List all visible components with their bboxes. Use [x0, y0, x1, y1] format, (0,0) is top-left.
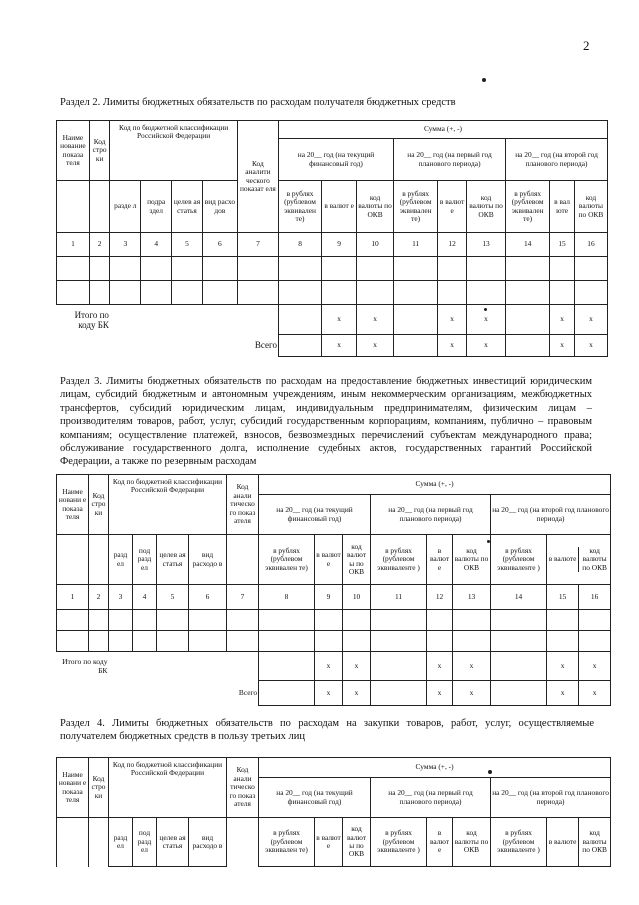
okv2-header: код валюты по ОКВ — [453, 818, 491, 867]
x-mark: x — [343, 652, 371, 681]
col-num: 13 — [467, 233, 506, 257]
col-num: 4 — [141, 233, 172, 257]
vr-header: вид расходо в — [189, 535, 227, 585]
val2-header: в валют е — [427, 535, 453, 585]
vr-header: вид расходо в — [189, 818, 227, 867]
x-mark: x — [592, 660, 597, 670]
col-code-header: Код стро ки — [89, 121, 110, 181]
col-name-header: Наиме новани е показа теля — [57, 758, 89, 818]
col-num: 15 — [550, 233, 575, 257]
csr-header: целев ая статья — [172, 181, 203, 233]
col-num: 14 — [491, 585, 547, 610]
okv1-header: код валют ы по ОКВ — [343, 818, 371, 867]
col-num: 3 — [109, 585, 133, 610]
csr-header: целев ая статья — [157, 535, 189, 585]
col-num: 13 — [453, 585, 491, 610]
itogo-label: Итого по коду БК — [62, 657, 108, 676]
itogo-row — [57, 652, 611, 681]
vr-header: вид расхо дов — [202, 181, 237, 233]
x-mark: x — [343, 681, 371, 706]
podrazdel-header: подра здел — [141, 181, 172, 233]
x-mark: x — [427, 652, 453, 681]
x-mark: x — [550, 305, 575, 335]
razdel-header: разд ел — [109, 535, 133, 585]
x-mark: x — [453, 681, 491, 706]
col-num: 5 — [172, 233, 203, 257]
col-num: 12 — [438, 233, 467, 257]
val1-header: в валют е — [315, 818, 343, 867]
col-num: 10 — [343, 585, 371, 610]
page-number: 2 — [583, 38, 590, 53]
rub1-header: в рублях (рублевом эквивален те) — [278, 181, 321, 233]
podrazdel-header: под разд ел — [133, 535, 157, 585]
col-num: 7 — [237, 233, 278, 257]
val1-header: в валют е — [322, 181, 357, 233]
val3-header: в валюте — [547, 818, 579, 866]
col-num: 7 — [227, 585, 259, 610]
x-mark: x — [438, 305, 467, 335]
rub3-header: в рублях (рублевом эквивален те) — [506, 181, 550, 233]
col-num-pair — [547, 585, 611, 610]
section-3-heading: Раздел 3. Лимиты бюджетных обязательств по расходам на предоставление бюджетных инвестиций юридическим лицам, субсидий бюджетным и автономным учреждениям, иным некоммерческим организациям, межбюджетных трансфертов, субсидий юридическим лицам, индивидуальным предпринимателям, физическим лицам – производителям товаров, работ, услуг, субсидий государственным корпорациям, компаниям, публично – правовым компаниям; осуществление платежей, взносов, безвозмездных перечислений субъектам международного права; обслуживание государственного долга, исполнение судебных актов, государственных гарантий Российской Федерации, а также по резервным расходам — [60, 376, 592, 468]
razdel-header: разде л — [110, 181, 141, 233]
okv3-header: код валюты по ОКВ — [574, 181, 607, 233]
okv3-header: код валюты по ОКВ — [582, 828, 607, 855]
val2-header: в валют е — [427, 818, 453, 867]
x-mark: x — [547, 681, 579, 705]
x-mark: x — [592, 687, 597, 697]
col-num: 16 — [590, 592, 599, 601]
column-number-row — [57, 233, 608, 257]
rub3-header: в рублях (рублевом эквиваленте ) — [491, 818, 547, 867]
table-row — [57, 257, 608, 281]
itogo-row — [57, 305, 608, 335]
val3-header: в валюте — [547, 547, 579, 572]
razdel-header: разд ел — [109, 818, 133, 867]
okv3-header: код валюты по ОКВ — [582, 545, 607, 572]
val3-okv3-header — [547, 818, 611, 867]
col-num: 8 — [278, 233, 321, 257]
year2-header: на 20__ год (на первый год планового периода) — [371, 778, 491, 818]
rub2-header: в рублях (рублевом эквиваленте ) — [371, 535, 427, 585]
col-num: 4 — [133, 585, 157, 610]
csr-header: целев ая статья — [157, 818, 189, 867]
col-num: 6 — [202, 233, 237, 257]
col-code-header: Код стро ки — [89, 475, 109, 535]
val2-header: в валют е — [438, 181, 467, 233]
col-analytic-header: Код анали тическо го показ ателя — [227, 758, 259, 818]
val1-header: в валют е — [315, 535, 343, 585]
col-num: 6 — [189, 585, 227, 610]
col-num: 9 — [322, 233, 357, 257]
x-mark: x — [453, 652, 491, 681]
col-num: 11 — [371, 585, 427, 610]
year2-header: на 20__ год (на первый год планового периода) — [371, 495, 491, 535]
col-num: 1 — [57, 585, 89, 610]
col-sum-header: Сумма (+, -) — [259, 758, 611, 778]
col-num: 9 — [315, 585, 343, 610]
year1-header: на 20__ год (на текущий финансовый год) — [259, 495, 371, 535]
vsego-label: Всего — [237, 335, 278, 357]
col-num: 8 — [259, 585, 315, 610]
col-num: 11 — [394, 233, 438, 257]
col-analytic-header: Код аналити ческого показат еля — [237, 121, 278, 233]
x-mark: x — [357, 305, 394, 335]
x-mark: x — [574, 305, 607, 335]
rub2-header: в рублях (рублевом эквивален те) — [394, 181, 438, 233]
year3-header: на 20__ год (на второй год планового периода) — [506, 139, 608, 181]
section-3-table — [56, 474, 611, 706]
section-4-heading: Раздел 4. Лимиты бюджетных обязательств по расходам на закупки товаров, работ, услуг, осуществляемые получателем бюджетных средств в пользу третьих лиц — [60, 718, 594, 743]
table-row — [57, 610, 611, 631]
col-num: 1 — [57, 233, 90, 257]
okv2-header: код валюты по ОКВ — [453, 535, 491, 585]
rub1-header: в рублях (рублевом эквивален те) — [259, 818, 315, 867]
col-num: 14 — [506, 233, 550, 257]
year1-header: на 20__ год (на текущий финансовый год) — [259, 778, 371, 818]
table-row — [57, 281, 608, 305]
speck-mark — [488, 770, 492, 774]
vsego-label: Всего — [227, 681, 259, 706]
section-2-table — [56, 120, 608, 357]
col-num: 2 — [89, 233, 110, 257]
col-num: 5 — [157, 585, 189, 610]
okv1-header: код валют ы по ОКВ — [343, 535, 371, 585]
x-mark: x — [467, 305, 506, 335]
col-name-header: Наиме нование показа теля — [57, 121, 90, 181]
podrazdel-header: под разд ел — [133, 818, 157, 867]
vsego-row — [57, 681, 611, 706]
x-mark: x — [574, 335, 607, 357]
x-mark: x — [357, 335, 394, 357]
rub1-header: в рублях (рублевом эквивален те) — [259, 535, 315, 585]
col-name-header: Наиме новани е показа теля — [57, 475, 89, 535]
col-bk-header: Код по бюджетной классификации Российской Федерации — [109, 475, 227, 535]
col-code-header: Код стро ки — [89, 758, 109, 818]
speck-mark — [482, 78, 486, 82]
x-mark: x — [427, 681, 453, 706]
rub3-header: в рублях (рублевом эквиваленте ) — [491, 535, 547, 585]
x-mark: x — [322, 305, 357, 335]
x-mark: x — [315, 681, 343, 706]
speck-mark — [484, 308, 487, 311]
okv2-header: код валюты по ОКВ — [467, 181, 506, 233]
year1-header: на 20__ год (на текущий финансовый год) — [278, 139, 393, 181]
col-sum-header: Сумма (+, -) — [278, 121, 607, 139]
x-mark: x — [550, 335, 575, 357]
val3-header: в вал юте — [550, 181, 575, 233]
col-num: 10 — [357, 233, 394, 257]
rub2-header: в рублях (рублевом эквиваленте ) — [371, 818, 427, 867]
x-mark: x — [315, 652, 343, 681]
x-mark: x — [438, 335, 467, 357]
year3-header: на 20__ год (на второй год планового периода) — [491, 495, 611, 535]
val3-okv3-header — [547, 535, 611, 585]
column-number-row — [57, 585, 611, 610]
col-num: 2 — [89, 585, 109, 610]
col-num: 16 — [574, 233, 607, 257]
col-num: 3 — [110, 233, 141, 257]
col-sum-header: Сумма (+, -) — [259, 475, 611, 495]
col-bk-header: Код по бюджетной классификации Российской Федерации — [109, 758, 227, 818]
vsego-row — [57, 335, 608, 357]
x-mark: x — [467, 335, 506, 357]
year2-header: на 20__ год (на первый год планового периода) — [394, 139, 506, 181]
col-num: 12 — [427, 585, 453, 610]
col-analytic-header: Код анали тическо го показ ателя — [227, 475, 259, 535]
itogo-label: Итого по коду БК — [74, 309, 109, 330]
x-mark: x — [322, 335, 357, 357]
speck-mark — [487, 540, 490, 543]
col-bk-header: Код по бюджетной классификации Российской Федерации — [110, 121, 237, 181]
okv1-header: код валюты по ОКВ — [357, 181, 394, 233]
section-4-table — [56, 757, 611, 867]
x-mark: x — [547, 652, 579, 680]
year3-header: на 20__ год (на второй год планового периода) — [491, 778, 611, 818]
section-2-heading: Раздел 2. Лимиты бюджетных обязательств по расходам получателя бюджетных средств — [60, 97, 456, 108]
table-row — [57, 631, 611, 652]
col-num: 15 — [547, 585, 579, 609]
